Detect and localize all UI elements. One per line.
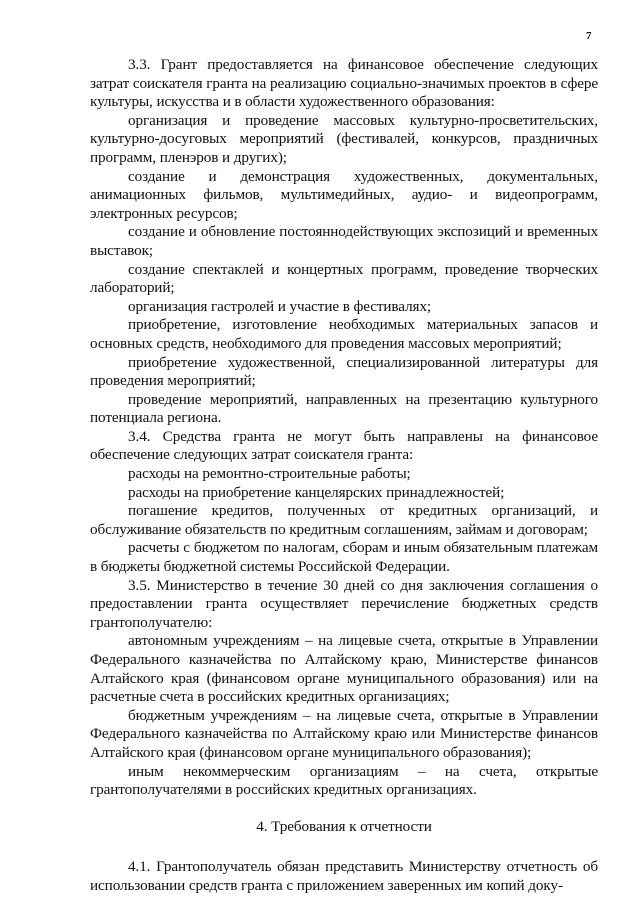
list-item: создание и демонстрация художественных, документальных, анимационных фильмов, мультимедийных, аудио- и видеопрограмм, электронных ресурсов; bbox=[90, 167, 598, 222]
list-item: расходы на приобретение канцелярских принадлежностей; bbox=[128, 483, 505, 501]
list-item: расходы на ремонтно-строительные работы; bbox=[128, 465, 411, 483]
page-number: 7 bbox=[586, 30, 592, 42]
list-item: иным некоммерческим организациям – на счета, открытые грантополучателями в российских кредитных организациях. bbox=[90, 762, 598, 799]
list-item: создание и обновление постояннодействующих экспозиций и временных выставок; bbox=[90, 223, 598, 259]
list-item: приобретение, изготовление необходимых материальных запасов и основных средств, необходимого для проведения массовых мероприятий; bbox=[90, 316, 598, 352]
list-item: организация гастролей и участие в фестивалях; bbox=[128, 297, 432, 315]
paragraph-3-4: 3.4. Средства гранта не могут быть направлены на финансовое обеспечение следующих затрат соискателя гранта: bbox=[90, 427, 598, 464]
list-item: создание спектаклей и концертных программ, проведение творческих лабораторий; bbox=[90, 260, 598, 297]
paragraph-3-3: 3.3. Грант предоставляется на финансовое обеспечение следующих затрат соискателя гранта на реализацию социально-значимых проектов в сфере культуры, искусства и в области художественного образования: bbox=[90, 56, 598, 111]
list-item: приобретение художественной, специализированной литературы для проведения мероприятий; bbox=[90, 353, 598, 390]
document-body bbox=[90, 56, 598, 896]
list-item: расчеты с бюджетом по налогам, сборам и иным обязательным платежам в бюджеты бюджетной системы Российской Федерации. bbox=[90, 539, 598, 576]
list-item: бюджетным учреждениям – на лицевые счета, открытые в Управлении Федерального казначейства по Алтайскому краю или Министерстве финансов Алтайского края (финансовом органе муниципального образования); bbox=[90, 706, 598, 761]
list-item: погашение кредитов, полученных от кредитных организаций, и обслуживание обязательств по кредитным соглашениям, займам и договорам; bbox=[90, 502, 598, 538]
list-item: автономным учреждениям – на лицевые счета, открытые в Управлении Федерального казначейства по Алтайскому краю, Министерстве финансов Алтайского края (финансовом органе муниципального образования) или на расчетные счета в российских кредитных организациях; bbox=[90, 632, 598, 706]
paragraph-3-5: 3.5. Министерство в течение 30 дней со дня заключения соглашения о предоставлении гранта осуществляет перечисление бюджетных средств грантополучателю: bbox=[90, 576, 598, 631]
list-item: организация и проведение массовых культурно-просветительских, культурно-досуговых мероприятий (фестивалей, конкурсов, праздничных программ, пленэров и других); bbox=[90, 111, 598, 166]
list-item: проведение мероприятий, направленных на презентацию культурного потенциала региона. bbox=[90, 390, 598, 427]
paragraph-4-1: 4.1. Грантополучатель обязан представить Министерству отчетность об использовании средств гранта с приложением заверенных им копий доку- bbox=[90, 858, 598, 894]
section-heading: 4. Требования к отчетности bbox=[256, 817, 432, 835]
